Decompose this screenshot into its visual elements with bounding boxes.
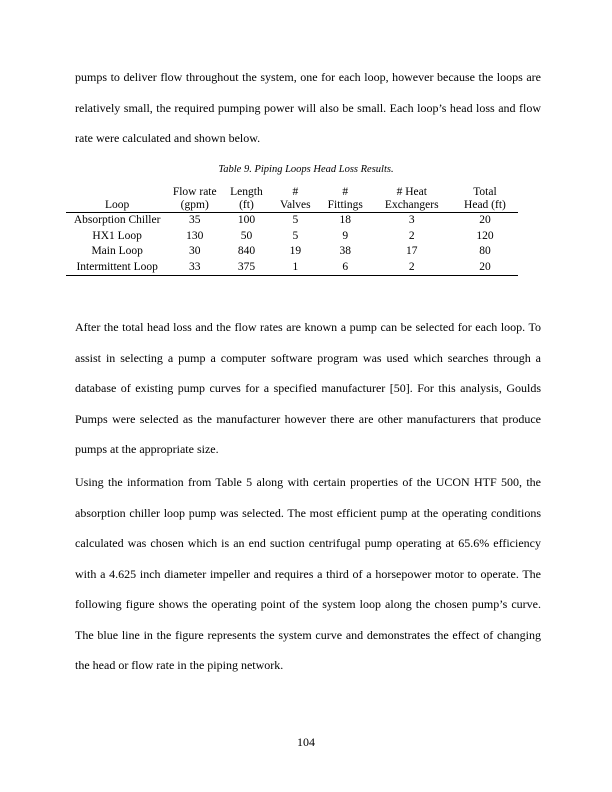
cell-length: 840 [237,245,256,257]
header-flow-line2: (gpm) [180,199,209,211]
cell-loop: Main Loop [91,245,143,257]
cell-heat-exchangers: 2 [408,260,415,273]
header-hx-line2: Exchangers [384,199,439,211]
header-valves-line1: # [292,186,299,198]
cell-fittings: 38 [339,245,351,257]
cell-loop: HX1 Loop [92,229,142,242]
cell-valves: 19 [289,245,302,257]
cell-total-head: 20 [479,214,491,226]
header-head-line1: Total [473,186,497,198]
header-fittings-line2: Fittings [327,199,363,211]
cell-fittings: 6 [342,260,349,273]
cell-total-head: 20 [479,260,491,273]
cell-heat-exchangers: 17 [406,245,418,257]
cell-total-head: 80 [479,245,491,257]
cell-flow-rate: 30 [188,245,201,257]
cell-valves: 1 [292,260,299,273]
header-head-line2: Head (ft) [464,199,506,211]
cell-length: 375 [237,260,256,273]
table-caption: Table 9. Piping Loops Head Loss Results. [218,164,394,175]
cell-flow-rate: 33 [188,260,201,273]
cell-valves: 5 [292,214,299,226]
header-hx-line1: # Heat [396,186,427,198]
table-row [66,229,518,245]
cell-heat-exchangers: 2 [408,229,415,242]
paragraph-absorption-pump: Using the information from Table 5 along with certain properties of the UCON HTF 500, the absorption chiller loop pump was selected. The most efficient pump at the operating conditions calculated was chosen which is an end suction centrifugal pump operating at 65.6% efficiency with a 4.625 inch diameter impeller and requires a third of a horsepower motor to operate. The following figure shows the operating point of the system loop along the chosen pump’s curve. The blue line in the figure represents the system curve and demonstrates the effect of changing the head or flow rate in the piping network. [75,475,541,672]
header-loop-label: Loop [105,199,130,211]
header-fittings-line1: # [342,186,349,198]
header-loop [66,186,168,213]
cell-fittings: 9 [342,229,349,242]
table-row [66,260,518,276]
paragraph-intro: pumps to deliver flow throughout the system, one for each loop, however because the loops are relatively small, the required pumping power will also be small. Each loop’s head loss and flow rate were calculated and shown below. [75,70,541,145]
cell-fittings: 18 [339,214,351,226]
table-row [66,213,518,229]
cell-total-head: 120 [476,229,494,242]
cell-valves: 5 [292,229,299,242]
paragraph-pump-selection: After the total head loss and the flow rates are known a pump can be selected for each loop. To assist in selecting a pump a computer software program was used which searches through a database of existing pump curves for a specified manufacturer [50]. For this analysis, Goulds Pumps were selected as the manufacturer however there are other manufacturers that produce pumps at the appropriate size. [75,320,541,456]
cell-heat-exchangers: 3 [408,214,415,226]
cell-flow-rate: 35 [188,214,201,226]
header-length [221,186,272,213]
header-flow-line1: Flow rate [172,186,217,198]
header-flow-rate [168,186,221,213]
header-length-line1: Length [230,186,263,198]
table-row [66,244,518,260]
table-header-row [66,186,518,213]
header-length-line2: (ft) [239,199,254,211]
page-number: 104 [297,735,315,749]
cell-length: 100 [237,214,256,226]
header-valves-line2: Valves [279,199,311,211]
piping-loops-table [66,186,518,276]
cell-loop: Intermittent Loop [76,260,158,273]
cell-length: 50 [240,229,253,242]
header-valves [272,186,319,213]
cell-loop: Absorption Chiller [73,214,161,226]
header-heat-exchangers [372,186,452,213]
header-fittings [319,186,372,213]
cell-flow-rate: 130 [186,229,204,242]
header-total-head [452,186,518,213]
